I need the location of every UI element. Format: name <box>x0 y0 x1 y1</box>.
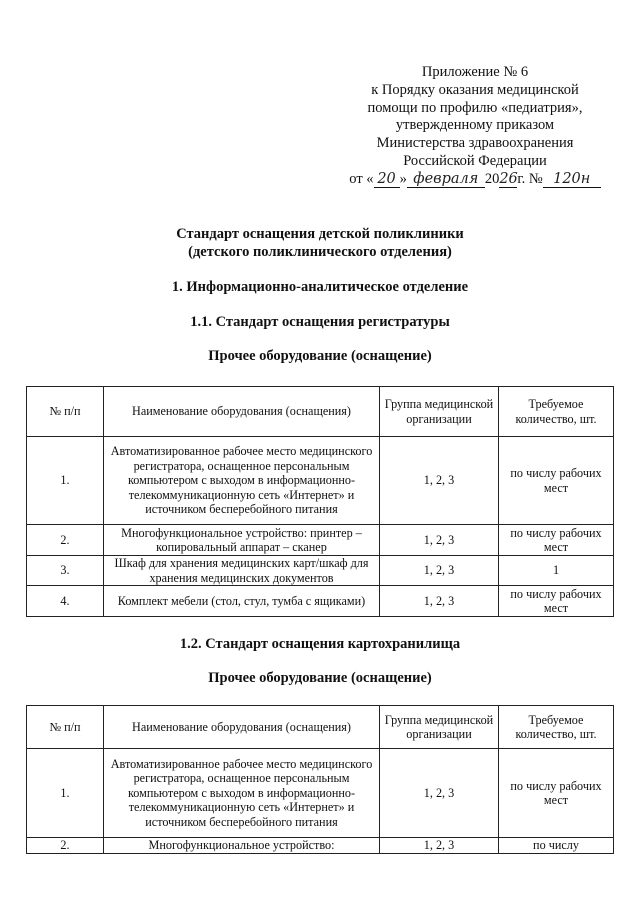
equipment-heading: Прочее оборудование (оснащение) <box>208 670 432 686</box>
date-year-prefix: 20 <box>484 170 500 187</box>
header-group: Группа медицинской организации <box>380 387 499 437</box>
cell-qty: по числу <box>499 838 614 854</box>
cell-group: 1, 2, 3 <box>380 556 499 586</box>
title-line: (детского поликлинического отделения) <box>188 243 452 260</box>
cell-name: Многофункциональное устройство: принтер – копировальный аппарат – сканер <box>104 525 380 556</box>
header-num: № п/п <box>27 706 104 749</box>
equipment-table-archive <box>26 705 614 854</box>
title-line: Стандарт оснащения детской поликлиники <box>176 226 464 242</box>
appendix-line: помощи по профилю «педиатрия», <box>367 99 583 116</box>
date-year-end: г. № <box>517 170 543 187</box>
table-row <box>27 749 614 838</box>
date-prefix: от « <box>349 170 374 187</box>
header-group: Группа медицинской организации <box>380 706 499 749</box>
cell-name: Комплект мебели (стол, стул, тумба с ящиками) <box>104 586 380 617</box>
date-day-handwritten: 20 <box>374 171 400 188</box>
cell-qty: 1 <box>499 556 614 586</box>
table-row <box>27 838 614 854</box>
cell-group: 1, 2, 3 <box>380 437 499 525</box>
cell-name: Автоматизированное рабочее место медицинского регистратора, оснащенное персональным компьютером с выходом в информационно-телекоммуникационную сеть «Интернет» и источником бесперебойного питания <box>104 749 380 838</box>
date-month-handwritten: февраля <box>407 171 485 188</box>
cell-qty: по числу рабочих мест <box>499 749 614 838</box>
cell-num: 2. <box>27 838 104 854</box>
cell-qty: по числу рабочих мест <box>499 586 614 617</box>
cell-group: 1, 2, 3 <box>380 586 499 617</box>
appendix-line: утвержденному приказом <box>395 117 555 134</box>
date-sep: » <box>399 170 407 187</box>
cell-group: 1, 2, 3 <box>380 525 499 556</box>
cell-qty: по числу рабочих мест <box>499 437 614 525</box>
header-qty: Требуемое количество, шт. <box>499 387 614 437</box>
cell-group: 1, 2, 3 <box>380 838 499 854</box>
table-row <box>27 556 614 586</box>
cell-name: Автоматизированное рабочее место медицинского регистратора, оснащенное персональным компьютером с выходом в информационно-телекоммуникационную сеть «Интернет» и источником бесперебойного питания <box>104 437 380 525</box>
header-name: Наименование оборудования (оснащения) <box>104 387 380 437</box>
appendix-line: Российской Федерации <box>403 152 547 169</box>
cell-group: 1, 2, 3 <box>380 749 499 838</box>
table-row <box>27 437 614 525</box>
section-heading: 1. Информационно-аналитическое отделение <box>171 279 469 295</box>
order-date-line <box>325 171 625 189</box>
cell-num: 1. <box>27 437 104 525</box>
cell-num: 3. <box>27 556 104 586</box>
cell-num: 1. <box>27 749 104 838</box>
appendix-line: Приложение № 6 <box>421 64 529 80</box>
cell-num: 2. <box>27 525 104 556</box>
cell-name: Многофункциональное устройство: <box>104 838 380 854</box>
table-row <box>27 586 614 617</box>
subsection-heading: 1.2. Стандарт оснащения картохранилища <box>179 636 461 652</box>
table-row <box>27 525 614 556</box>
cell-name: Шкаф для хранения медицинских карт/шкаф для хранения медицинских документов <box>104 556 380 586</box>
equipment-heading: Прочее оборудование (оснащение) <box>208 348 432 364</box>
appendix-block <box>325 64 625 189</box>
header-qty: Требуемое количество, шт. <box>499 706 614 749</box>
order-number-handwritten: 120н <box>543 171 601 188</box>
header-num: № п/п <box>27 387 104 437</box>
appendix-line: к Порядку оказания медицинской <box>371 81 579 98</box>
table-header-row <box>27 387 614 437</box>
date-year-handwritten: 26 <box>499 170 518 187</box>
cell-qty: по числу рабочих мест <box>499 525 614 556</box>
header-name: Наименование оборудования (оснащения) <box>104 706 380 749</box>
appendix-line: Министерства здравоохранения <box>376 135 574 152</box>
document-title <box>0 226 640 261</box>
subsection-heading: 1.1. Стандарт оснащения регистратуры <box>190 314 450 330</box>
equipment-table-registry <box>26 386 614 617</box>
table-header-row <box>27 706 614 749</box>
cell-num: 4. <box>27 586 104 617</box>
